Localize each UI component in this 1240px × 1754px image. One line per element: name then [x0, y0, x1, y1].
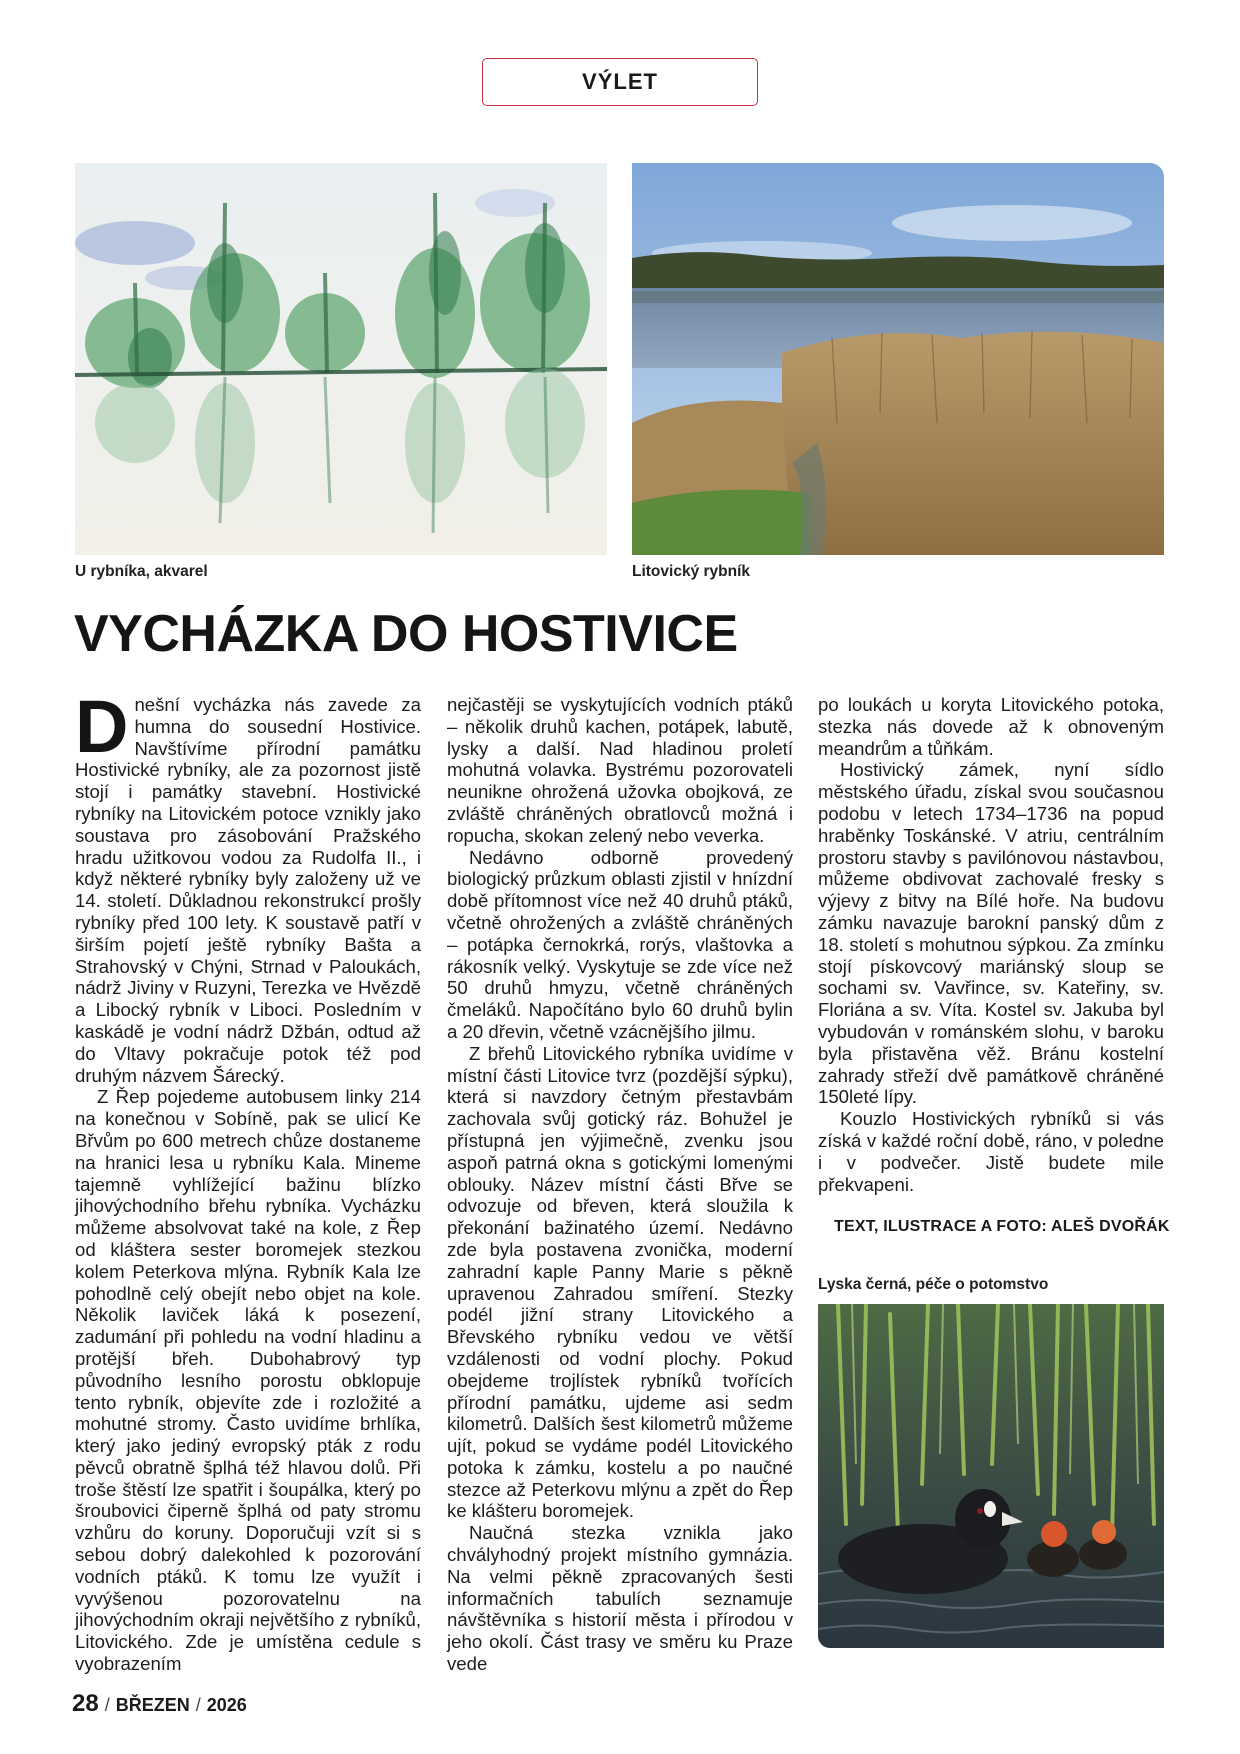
footer-year: 2026 [206, 1695, 247, 1715]
article-paragraph: Hostivický zámek, nyní sídlo městského úřadu, získal svou současnou podobu v letech 1734–1736 na popud hraběnky Toskánské. V atriu, centrálním prostoru stavby s pavilónovou nástavbou, můžeme obdivovat zachovalé fresky s výjevy z bitvy na Bílé hoře. Na budovu zámku navazuje barokní panský dům z 18. století s mohutnou sýpkou. Za zmínku stojí pískovcový mariánský sloup se sochami sv. Vavřince, sv. Kateřiny, sv. Floriána a sv. Víta. Kostel sv. Jakuba byl vybudován v románském slohu, v baroku byla přistavěna věž. Bránu kostelní zahrady střeží dvě památkově chráněné 150leté lípy. [818, 759, 1164, 1108]
page-number: 28 [72, 1690, 99, 1717]
article-column-3 [818, 694, 1164, 1195]
section-tag: VÝLET [482, 58, 758, 106]
article-paragraph: nejčastěji se vyskytujících vodních ptáků – několik druhů kachen, potápek, labutě, lysky a další. Nad hladinou proletí mohutná volavka. Bystrému pozorovateli neunikne ohrožená užovka obojková, ze zvláště chráněných obratlovců možná i ropucha, skokan zelený nebo veverka. [447, 694, 793, 846]
coot-with-chicks-icon [818, 1304, 1164, 1648]
photo-caption-pond: Litovický rybník [632, 563, 751, 580]
pond-landscape-icon [632, 163, 1164, 555]
footer-issue: BŘEZEN [115, 1695, 190, 1715]
article-paragraph: po loukách u koryta Litovického potoka, stezka nás dovede až k obnoveným meandrům a tůňkám. [818, 694, 1164, 759]
drop-cap: D [75, 685, 129, 768]
article-paragraph: Naučná stezka vznikla jako chvályhodný projekt místního gymnázia. Na velmi pěkně zpracovaných šesti informačních tabulích seznamuje návštěvníka s historií města i přírodou v jeho okolí. Část trasy ve směru ku Praze vede [447, 1522, 793, 1675]
author-credit: TEXT, ILUSTRACE A FOTO: ALEŠ DVOŘÁK [834, 1218, 1170, 1235]
pond-photo [632, 163, 1164, 555]
article-paragraph: Z Řep pojedeme autobusem linky 214 na konečnou v Sobíně, pak se ulicí Ke Břvům po 600 metrech chůze dostaneme na hranici lesa u rybníku Kala. Mineme tajemně vyhlížející bažinu blízko jihovýchodního břehu rybníka. Vycházku můžeme absolvovat také na kole, z Řep od kláštera sester boromejek stezkou kolem Peterkova mlýna. Rybník Kala lze pohodlně celý obejít nebo objet na kole. Několik laviček láká k posezení, zadumání při pohledu na vodní hladinu a protější břeh. Dubohabrový typ původního lesního porostu obklopuje tento rybník, objevíte zde i rozložité a mohutné stromy. Často uvidíme brhlíka, který jako jediný evropský pták z rodu pěvců obratně šplhá též hlavou dolů. Při troše štěstí lze spatřit i šoupálka, který po šroubovici čiperně šplhá od paty stromu vzhůru do koruny. Doporučuji vzít si s sebou dobrý dalekohled k pozorování vodních ptáků. K tomu lze využít i vyvýšenou pozorovatelnu na jihovýchodním okraji největšího z rybníků, Litovického. Zde je umístěna cedule s vyobrazením [75, 1086, 421, 1675]
watercolor-image [75, 163, 607, 555]
photo-caption-coot: Lyska černá, péče o potomstvo [818, 1276, 1049, 1293]
article-paragraph: Nedávno odborně provedený biologický průzkum oblasti zjistil v hnízdní době přítomnost více než 40 druhů ptáků, včetně ohrožených a zvláště chráněných – potápka černokrká, rorýs, vlaštovka a rákosník velký. Vyskytuje se zde více než 50 druhů hmyzu, včetně chráněných čmeláků. Napočítáno bylo 60 druhů bylin a 20 dřevin, včetně vzácnějšího jilmu. [447, 846, 793, 1042]
page-footer [72, 1690, 247, 1718]
article-paragraph: Dnešní vycházka nás zavede za humna do sousední Hostivice. Navštívíme přírodní památku Hostivické rybníky, ale za pozornost jistě stojí i památky stavební. Hostivické rybníky na Litovickém potoce vznikly jako soustava pro zásobování Pražského hradu užitkovou vodou za Rudolfa II., i když některé rybníky byly založeny už ve 14. století. Důkladnou rekonstrukcí prošly rybníky před 100 lety. K soustavě patří v širším pojetí ještě rybníky Bašta a Strahovský v Chýni, Strnad v Paloukách, nádrž Jiviny v Ruzyni, Terezka ve Hvězdě a Libocký rybník v Liboci. Posledním v kaskádě je vodní nádrž Džbán, odtud až do Vltavy pokračuje potok též pod druhým názvem Šárecký. [75, 685, 421, 1086]
watercolor-trees-icon [75, 163, 607, 555]
article-column-1 [75, 685, 421, 1675]
article-paragraph: Z břehů Litovického rybníka uvidíme v místní části Litovice tvrz (pozdější sýpku), která si navzdory četným přestavbám zachovala svůj gotický ráz. Bohužel je přístupná jen výjimečně, zvenku jsou aspoň patrná okna s gotickými lomenými oblouky. Název místní části Břve se odvozuje od břeven, která sloužila k překonání bažinatého území. Nedávno zde byla postavena zvonička, moderní zahradní kaple Panny Marie s pěkně upravenou Zahradou smíření. Stezky podél jižní strany Litovického a Břevského rybníku vedou ve větší vzdálenosti od vodní plochy. Pokud obejdeme trojlístek rybníků tvořících přírodní památku, ujdeme asi sedm kilometrů. Dalších šest kilometrů můžeme ujít, pokud se vydáme podél Litovického potoka k zámku, kostelu a po naučné stezce až Peterkovu mlýnu a zpět do Řep ke klášteru boromejek. [447, 1042, 793, 1522]
footer-separator: / [195, 1695, 201, 1715]
photo-caption-watercolor: U rybníka, akvarel [75, 563, 208, 580]
article-column-2 [447, 694, 793, 1675]
article-paragraph: Kouzlo Hostivických rybníků si vás získá v každé roční době, ráno, v poledne i v podvečer. Jistě budete mile překvapeni. [818, 1108, 1164, 1195]
footer-separator: / [104, 1695, 110, 1715]
page-title: VYCHÁZKA DO HOSTIVICE [74, 605, 738, 663]
coot-photo [818, 1304, 1164, 1648]
